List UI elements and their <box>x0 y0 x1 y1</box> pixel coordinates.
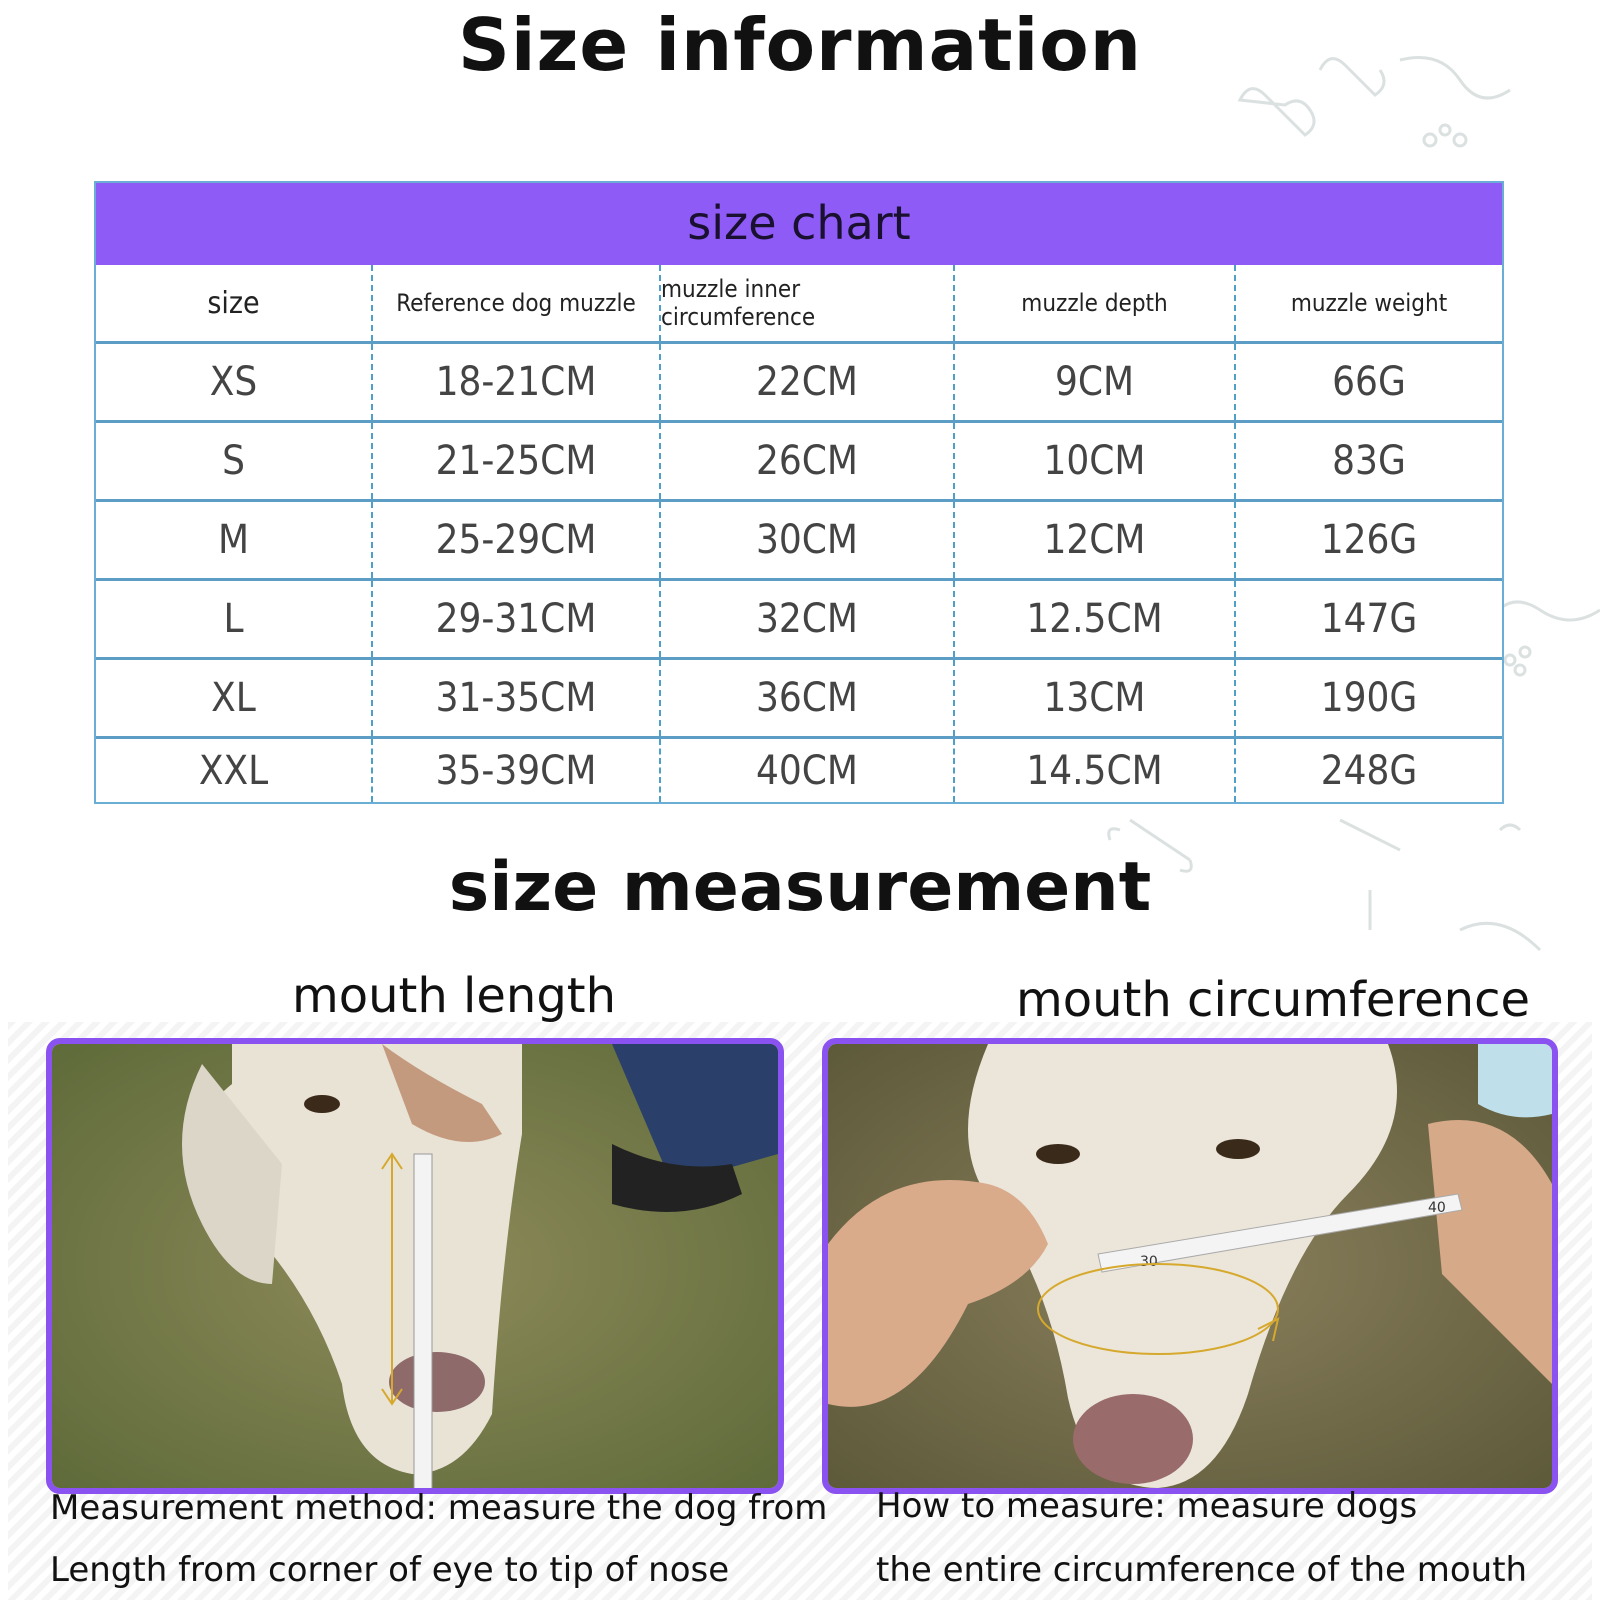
table-cell: 29-31CM <box>373 581 661 657</box>
table-cell: 9CM <box>955 344 1236 420</box>
page-title: Size information <box>457 3 1142 87</box>
table-cell: 40CM <box>661 739 955 802</box>
dog-doodle-icon <box>1230 30 1530 190</box>
table-cell: 36CM <box>661 660 955 736</box>
table-cell: 12CM <box>955 502 1236 578</box>
size-chart-header: size chart <box>96 183 1502 265</box>
table-cell: 25-29CM <box>373 502 661 578</box>
table-cell: L <box>96 581 373 657</box>
dog-nose-length-illustration <box>52 1044 778 1488</box>
table-row <box>96 581 1502 660</box>
table-cell: S <box>96 423 373 499</box>
table-cell: 32CM <box>661 581 955 657</box>
table-cell: 18-21CM <box>373 344 661 420</box>
table-row <box>96 344 1502 423</box>
table-row <box>96 502 1502 581</box>
table-cell: 83G <box>1332 438 1406 484</box>
table-cell: 66G <box>1332 359 1406 405</box>
mouth-circumference-photo <box>822 1038 1558 1494</box>
column-header: muzzle depth <box>955 265 1236 341</box>
table-cell: 26CM <box>661 423 955 499</box>
dog-muzzle-circumference-illustration <box>828 1044 1552 1488</box>
column-header: muzzle inner circumference <box>661 265 955 341</box>
mouth-length-heading: mouth length <box>292 968 617 1024</box>
table-cell: 14.5CM <box>955 739 1236 802</box>
tape-mark-30: 30 <box>1140 1254 1158 1270</box>
mouth-circumference-caption-line2: the entire circumference of the mouth <box>876 1550 1528 1590</box>
table-cell: 147G <box>1320 596 1418 642</box>
table-cell: 13CM <box>955 660 1236 736</box>
table-cell: M <box>96 502 373 578</box>
column-header: Reference dog muzzle <box>373 265 661 341</box>
size-chart-header-row <box>96 265 1502 344</box>
table-row <box>96 423 1502 502</box>
size-measurement-title: size measurement <box>448 848 1152 927</box>
table-cell: 21-25CM <box>373 423 661 499</box>
tape-mark-40: 40 <box>1428 1200 1446 1216</box>
table-cell: 12.5CM <box>955 581 1236 657</box>
mouth-circumference-caption-line1: How to measure: measure dogs <box>876 1486 1418 1526</box>
table-cell: 10CM <box>955 423 1236 499</box>
table-cell: 190G <box>1320 675 1418 721</box>
table-cell: 35-39CM <box>373 739 661 802</box>
table-cell: 22CM <box>661 344 955 420</box>
table-cell: 31-35CM <box>373 660 661 736</box>
size-chart-grid <box>96 265 1502 802</box>
column-header: size <box>96 265 373 341</box>
column-header: muzzle weight <box>1290 289 1448 317</box>
table-cell: XS <box>96 344 373 420</box>
mouth-length-caption-line1: Measurement method: measure the dog from <box>50 1488 828 1528</box>
table-cell: 30CM <box>661 502 955 578</box>
table-cell: 248G <box>1320 747 1418 794</box>
mouth-circumference-heading: mouth circumference <box>1016 972 1531 1028</box>
mouth-length-photo <box>46 1038 784 1494</box>
table-cell: 126G <box>1320 517 1418 563</box>
mouth-length-caption-line2: Length from corner of eye to tip of nose <box>50 1550 730 1590</box>
table-row <box>96 739 1502 802</box>
table-cell: XXL <box>96 739 373 802</box>
size-chart <box>94 181 1504 804</box>
table-row <box>96 660 1502 739</box>
table-cell: XL <box>96 660 373 736</box>
